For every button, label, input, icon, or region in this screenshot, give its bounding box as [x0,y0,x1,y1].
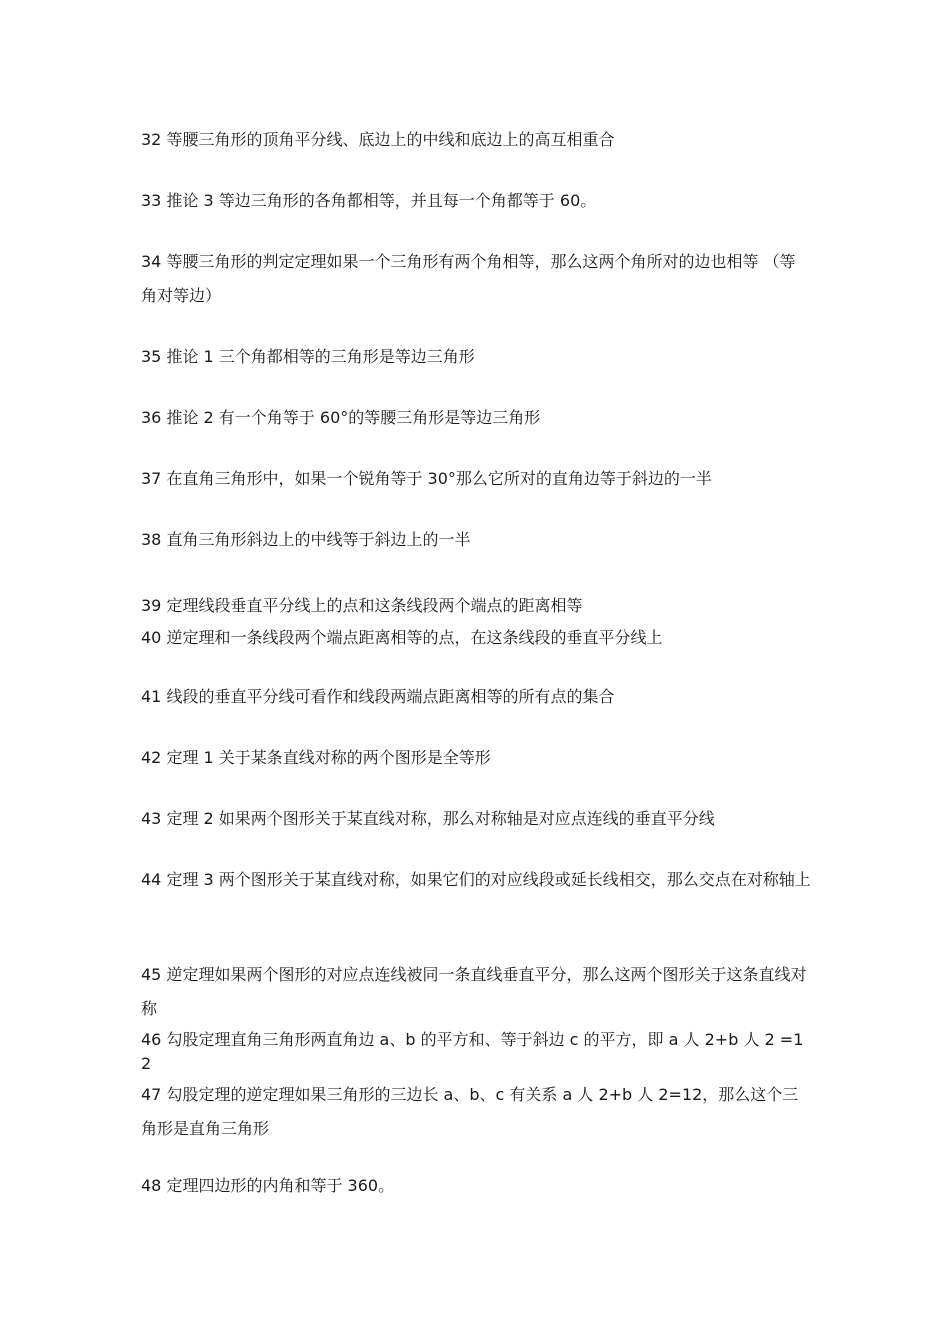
paragraph-48: 48 定理四边形的内角和等于 360。 [141,1176,395,1195]
paragraph-38: 38 直角三角形斜边上的中线等于斜边上的一半 [141,530,471,549]
paragraph-34: 34 等腰三角形的判定定理如果一个三角形有两个角相等，那么这两个角所对的边也相等 （等角对等边） [141,252,796,305]
paragraph-39: 39 定理线段垂直平分线上的点和这条线段两个端点的距离相等 [141,596,583,615]
paragraph-43: 43 定理 2 如果两个图形关于某直线对称，那么对称轴是对应点连线的垂直平分线 [141,809,715,828]
paragraph-40: 40 逆定理和一条线段两个端点距离相等的点，在这条线段的垂直平分线上 [141,628,663,647]
paragraph-45: 45 逆定理如果两个图形的对应点连线被同一条直线垂直平分，那么这两个图形关于这条直线对称 [141,965,807,1018]
paragraph-36: 36 推论 2 有一个角等于 60°的等腰三角形是等边三角形 [141,408,541,427]
paragraph-42: 42 定理 1 关于某条直线对称的两个图形是全等形 [141,748,491,767]
paragraph-32: 32 等腰三角形的顶角平分线、底边上的中线和底边上的高互相重合 [141,130,615,149]
paragraph-47: 47 勾股定理的逆定理如果三角形的三边长 a、b、c 有关系 a 人 2+b 人 2=12，那么这个三角形是直角三角形 [141,1085,799,1138]
paragraph-41: 41 线段的垂直平分线可看作和线段两端点距离相等的所有点的集合 [141,687,615,706]
paragraph-33: 33 推论 3 等边三角形的各角都相等，并且每一个角都等于 60。 [141,191,597,210]
paragraph-35: 35 推论 1 三个角都相等的三角形是等边三角形 [141,347,475,366]
paragraph-44: 44 定理 3 两个图形关于某直线对称，如果它们的对应线段或延长线相交，那么交点在对称轴上 [141,870,811,889]
paragraph-46: 46 勾股定理直角三角形两直角边 a、b 的平方和、等于斜边 c 的平方，即 a 人 2+b 人 2 =12 [141,1030,804,1073]
paragraph-37: 37 在直角三角形中，如果一个锐角等于 30°那么它所对的直角边等于斜边的一半 [141,469,712,488]
